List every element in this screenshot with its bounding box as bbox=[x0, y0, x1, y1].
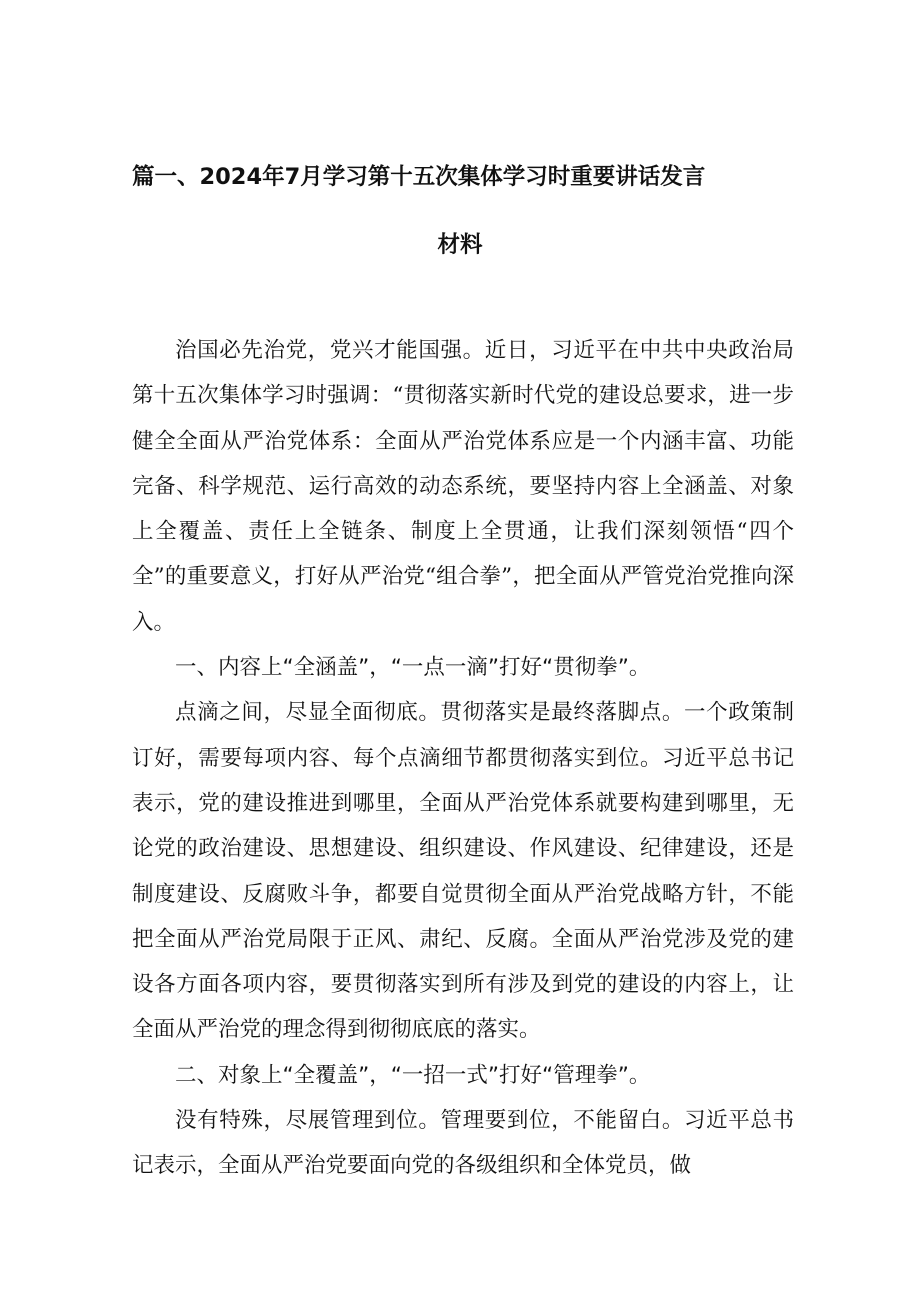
document-title-line-1: 篇一、2024年7月学习第十五次集体学习时重要讲话发言 bbox=[132, 164, 706, 190]
section-heading-2: 二、对象上“全覆盖”，“一招一式”打好“管理拳”。 bbox=[175, 1062, 651, 1088]
paragraph-section-2: 没有特殊，尽展管理到位。管理要到位，不能留白。习近平总书记表示，全面从严治党要面向党的各级组织和全体党员，做 bbox=[132, 1108, 794, 1179]
document-body bbox=[132, 328, 794, 1189]
section-heading-1: 一、内容上“全涵盖”，“一点一滴”打好“贯彻拳”。 bbox=[175, 655, 651, 681]
paragraph-intro: 治国必先治党，党兴才能国强。近日，习近平在中共中央政治局第十五次集体学习时强调：“贯彻落实新时代党的建设总要求，进一步健全全面从严治党体系：全面从严治党体系应是一个内涵丰富、功能完备、科学规范、运行高效的动态系统，要坚持内容上全涵盖、对象上全覆盖、责任上全链条、制度上全贯通，让我们深刻领悟“四个全”的重要意义，打好从严治党“组合拳”，把全面从严管党治党推向深入。 bbox=[132, 338, 794, 635]
document-title-line-2: 材料 bbox=[437, 232, 483, 258]
paragraph-section-1: 点滴之间，尽显全面彻底。贯彻落实是最终落脚点。一个政策制订好，需要每项内容、每个点滴细节都贯彻落实到位。习近平总书记表示，党的建设推进到哪里，全面从严治党体系就要构建到哪里，无论党的政治建设、思想建设、组织建设、作风建设、纪律建设，还是制度建设、反腐败斗争，都要自觉贯彻全面从严治党战略方针，不能把全面从严治党局限于正风、肃纪、反腐。全面从严治党涉及党的建设各方面各项内容，要贯彻落实到所有涉及到党的建设的内容上，让全面从严治党的理念得到彻彻底底的落实。 bbox=[132, 700, 794, 1043]
